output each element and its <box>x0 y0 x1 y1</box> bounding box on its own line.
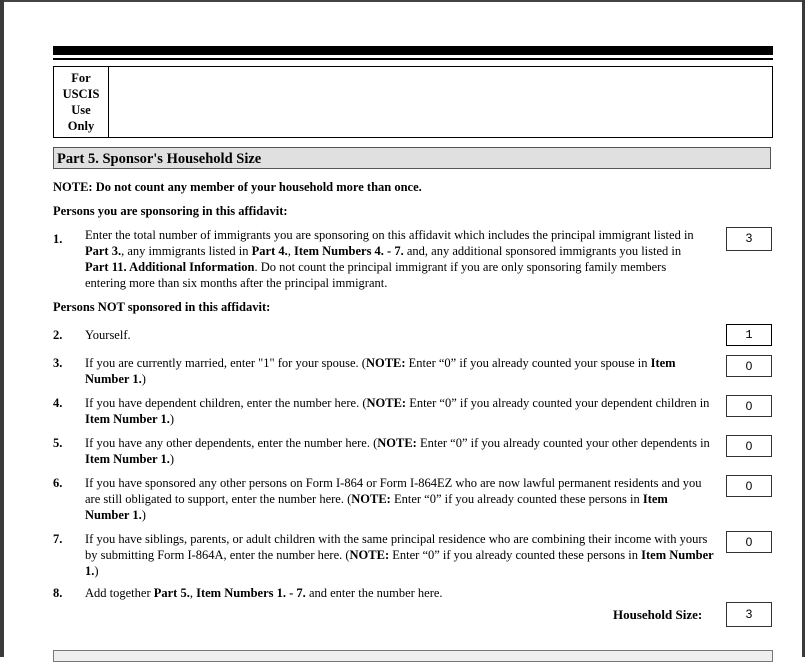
item-6-text: If you have sponsored any other persons on Form I-864 or Form I-864EZ who are now lawful permanent residents and you are still obligated to support, enter the number here. (NOTE: Enter “0” if you already counted these persons in Item Number 1.) <box>85 476 702 522</box>
item-3-input[interactable]: 0 <box>726 355 772 377</box>
window-frame-top <box>0 0 805 2</box>
item-7-input[interactable]: 0 <box>726 531 772 553</box>
item-8-text: Add together Part 5., Item Numbers 1. - 7. and enter the number here. <box>85 586 443 600</box>
header-rule-thick <box>53 46 773 55</box>
item-7-text: If you have siblings, parents, or adult children with the same principal residence who are combining their income with yours by submitting Form I-864A, enter the number here. (NOTE: Enter “0” if you already counted these persons in Item Number 1.) <box>85 532 714 578</box>
item-number: 3. <box>53 356 63 370</box>
section-not-sponsored-heading: Persons NOT sponsored in this affidavit: <box>53 300 271 314</box>
item-number: 5. <box>53 436 63 450</box>
header-rule-thin <box>53 58 773 60</box>
item-5-text: If you have any other dependents, enter the number here. (NOTE: Enter “0” if you already counted your other dependents in Item Number 1.) <box>85 436 710 466</box>
item-5-input[interactable]: 0 <box>726 435 772 457</box>
item-number: 4. <box>53 396 63 410</box>
item-number: 8. <box>53 586 63 600</box>
item-number: 7. <box>53 532 63 546</box>
section-sponsoring-heading: Persons you are sponsoring in this affidavit: <box>53 204 288 218</box>
item-number: 1. <box>53 232 63 246</box>
household-size-label: Household Size: <box>613 607 703 622</box>
item-number: 2. <box>53 328 63 342</box>
item-3-text: If you are currently married, enter "1" for your spouse. (NOTE: Enter “0” if you already counted your spouse in Item Number 1.) <box>85 356 676 386</box>
item-2-text: Yourself. <box>85 328 131 342</box>
household-size-input[interactable]: 3 <box>726 602 772 627</box>
item-1-text: Enter the total number of immigrants you are sponsoring on this affidavit which includes the principal immigrant listed in Part 3., any immigrants listed in Part 4., Item Numbers 4. - 7. and, any additional sponsored immigrants you listed in Part 11. Additional Information. Do not count the principal immigrant if you are only sponsoring family members entering more than six months after the principal immigrant. <box>85 228 694 290</box>
item-4-input[interactable]: 0 <box>726 395 772 417</box>
item-1-input[interactable]: 3 <box>726 227 772 251</box>
window-frame-left <box>0 0 4 657</box>
uscis-use-only-box <box>53 66 773 138</box>
item-4-text: If you have dependent children, enter the number here. (NOTE: Enter “0” if you already counted your dependent children in Item Number 1.) <box>85 396 710 426</box>
household-note: NOTE: Do not count any member of your household more than once. <box>53 180 422 194</box>
item-number: 6. <box>53 476 63 490</box>
item-2-input[interactable]: 1 <box>726 324 772 346</box>
next-section-header <box>53 650 773 662</box>
uscis-use-only-label: For USCIS Use Only <box>54 67 109 137</box>
part-5-header: Part 5. Sponsor's Household Size <box>53 147 771 169</box>
item-6-input[interactable]: 0 <box>726 475 772 497</box>
